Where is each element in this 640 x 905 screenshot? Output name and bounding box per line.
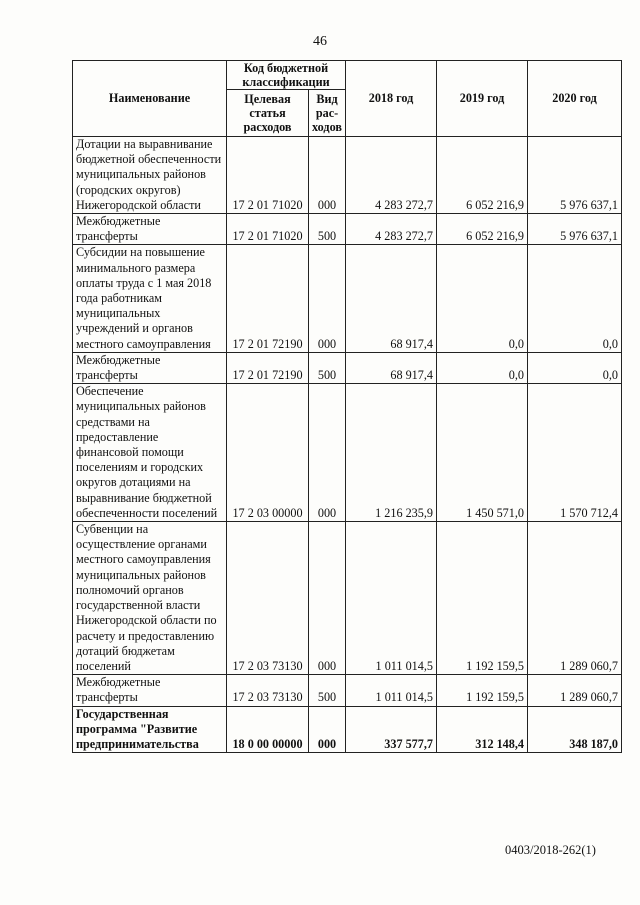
row-target-item: 17 2 03 73130 [227, 675, 309, 706]
row-value-2020: 0,0 [528, 352, 622, 383]
row-target-item: 17 2 03 00000 [227, 384, 309, 522]
row-name: Межбюджетные трансферты [73, 214, 227, 245]
row-value-2020: 1 289 060,7 [528, 675, 622, 706]
row-target-item: 18 0 00 00000 [227, 706, 309, 753]
table-row [73, 137, 622, 214]
row-name: Субвенции на осуществление органами местного самоуправления муниципальных районов полномочий органов государственной власти Нижегородской области по расчету и предоставлению дотаций бюджетам поселений [73, 522, 227, 675]
row-value-2019: 6 052 216,9 [437, 137, 528, 214]
row-value-2019: 1 192 159,5 [437, 522, 528, 675]
row-value-2018: 337 577,7 [346, 706, 437, 753]
row-expense-kind: 500 [309, 352, 346, 383]
table-body [73, 137, 622, 753]
table-row [73, 384, 622, 522]
page-number: 46 [313, 34, 327, 49]
row-expense-kind: 000 [309, 245, 346, 352]
row-value-2018: 4 283 272,7 [346, 214, 437, 245]
table-row [73, 675, 622, 706]
table-row [73, 245, 622, 352]
row-value-2018: 4 283 272,7 [346, 137, 437, 214]
row-target-item: 17 2 01 72190 [227, 245, 309, 352]
row-name: Государственная программа "Развитие предпринимательства [73, 706, 227, 753]
row-value-2020: 1 289 060,7 [528, 522, 622, 675]
row-target-item: 17 2 01 71020 [227, 214, 309, 245]
row-value-2019: 6 052 216,9 [437, 214, 528, 245]
row-value-2020: 348 187,0 [528, 706, 622, 753]
row-value-2019: 1 450 571,0 [437, 384, 528, 522]
row-target-item: 17 2 01 72190 [227, 352, 309, 383]
header-target-item: Целевая статья расходов [227, 90, 309, 137]
header-name: Наименование [73, 61, 227, 137]
table-row [73, 352, 622, 383]
header-expense-kind: Вид рас-ходов [309, 90, 346, 137]
budget-table [72, 60, 622, 753]
row-name: Обеспечение муниципальных районов средствами на предоставление финансовой помощи поселениям и городских округов дотациями на выравнивание бюджетной обеспеченности поселений [73, 384, 227, 522]
row-value-2020: 5 976 637,1 [528, 137, 622, 214]
row-value-2020: 0,0 [528, 245, 622, 352]
row-target-item: 17 2 01 71020 [227, 137, 309, 214]
row-expense-kind: 000 [309, 706, 346, 753]
header-year-2020: 2020 год [528, 61, 622, 137]
row-name: Межбюджетные трансферты [73, 675, 227, 706]
table-row [73, 522, 622, 675]
row-value-2018: 68 917,4 [346, 352, 437, 383]
table-header [73, 61, 622, 137]
row-target-item: 17 2 03 73130 [227, 522, 309, 675]
row-value-2018: 68 917,4 [346, 245, 437, 352]
table-row [73, 706, 622, 753]
row-value-2018: 1 011 014,5 [346, 522, 437, 675]
table-row [73, 214, 622, 245]
row-value-2019: 312 148,4 [437, 706, 528, 753]
row-value-2020: 1 570 712,4 [528, 384, 622, 522]
document-code: 0403/2018-262(1) [505, 843, 596, 857]
row-value-2020: 5 976 637,1 [528, 214, 622, 245]
row-value-2019: 0,0 [437, 245, 528, 352]
row-name: Дотации на выравнивание бюджетной обеспеченности муниципальных районов (городских округов) Нижегородской области [73, 137, 227, 214]
row-name: Межбюджетные трансферты [73, 352, 227, 383]
row-expense-kind: 000 [309, 137, 346, 214]
header-year-2018: 2018 год [346, 61, 437, 137]
row-name: Субсидии на повышение минимального размера оплаты труда с 1 мая 2018 года работникам муниципальных учреждений и органов местного самоуправления [73, 245, 227, 352]
row-value-2019: 0,0 [437, 352, 528, 383]
row-expense-kind: 000 [309, 522, 346, 675]
header-year-2019: 2019 год [437, 61, 528, 137]
row-value-2019: 1 192 159,5 [437, 675, 528, 706]
row-expense-kind: 500 [309, 675, 346, 706]
row-value-2018: 1 216 235,9 [346, 384, 437, 522]
row-expense-kind: 500 [309, 214, 346, 245]
header-kbk: Код бюджетной классификации [227, 61, 346, 90]
row-expense-kind: 000 [309, 384, 346, 522]
row-value-2018: 1 011 014,5 [346, 675, 437, 706]
